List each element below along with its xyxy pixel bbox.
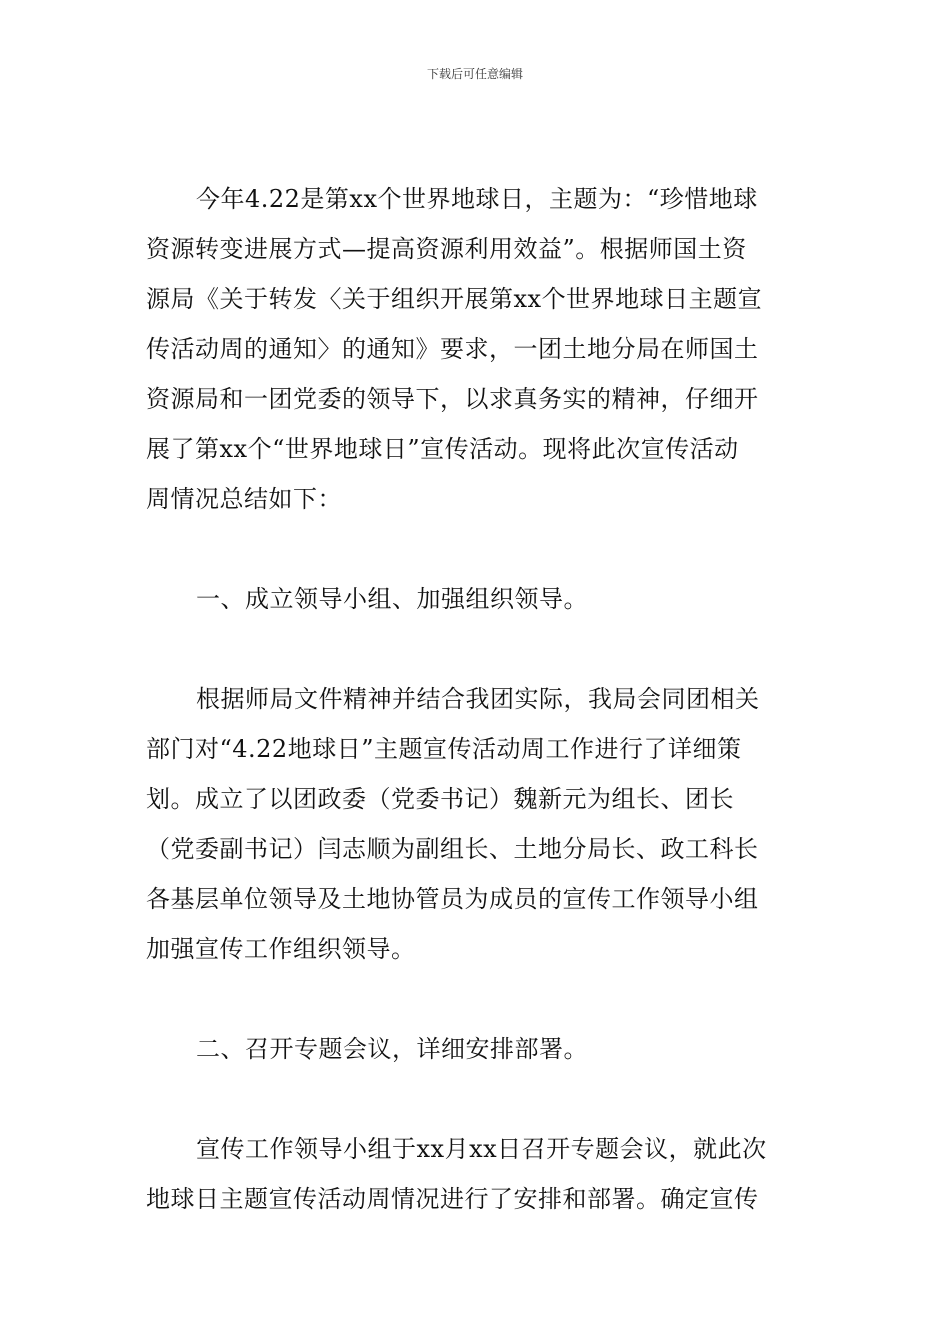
text-line: 资源转变进展方式—提高资源利用效益”。根据师国土资 (146, 235, 747, 263)
text-line: 今年4.22是第xx个世界地球日，主题为：“珍惜地球 (196, 185, 758, 213)
text-line: 根据师局文件精神并结合我团实际，我局会同团相关 (196, 685, 760, 713)
section-heading-1 (146, 574, 810, 624)
text-line: 源局《关于转发〈关于组织开展第xx个世界地球日主题宣 (146, 285, 763, 313)
text-line: 资源局和一团党委的领导下，以求真务实的精神，仔细开 (146, 385, 759, 413)
paragraph-intro (146, 174, 810, 524)
text-line: （党委副书记）闫志顺为副组长、土地分局长、政工科长 (146, 835, 759, 863)
header-note: 下载后可任意编辑 (426, 67, 523, 81)
text-line: 周情况总结如下： (146, 485, 342, 513)
text-line: 划。成立了以团政委（党委书记）魏新元为组长、团长 (146, 785, 734, 813)
heading-text: 二、召开专题会议，详细安排部署。 (196, 1035, 588, 1063)
text-line: 传活动周的通知〉的通知》要求，一团土地分局在师国土 (146, 335, 759, 363)
text-line: 部门对“4.22地球日”主题宣传活动周工作进行了详细策 (146, 735, 742, 763)
text-line: 地球日主题宣传活动周情况进行了安排和部署。确定宣传 (146, 1185, 759, 1213)
paragraph-section-1 (146, 674, 810, 974)
text-line: 加强宣传工作组织领导。 (146, 935, 416, 963)
text-line: 各基层单位领导及土地协管员为成员的宣传工作领导小组 (146, 885, 759, 913)
text-line: 宣传工作领导小组于xx月xx日召开专题会议，就此次 (196, 1135, 767, 1163)
paragraph-section-2 (146, 1124, 810, 1224)
text-line: 展了第xx个“世界地球日”宣传活动。现将此次宣传活动 (146, 435, 739, 463)
heading-text: 一、成立领导小组、加强组织领导。 (196, 585, 588, 613)
section-heading-2 (146, 1024, 810, 1074)
